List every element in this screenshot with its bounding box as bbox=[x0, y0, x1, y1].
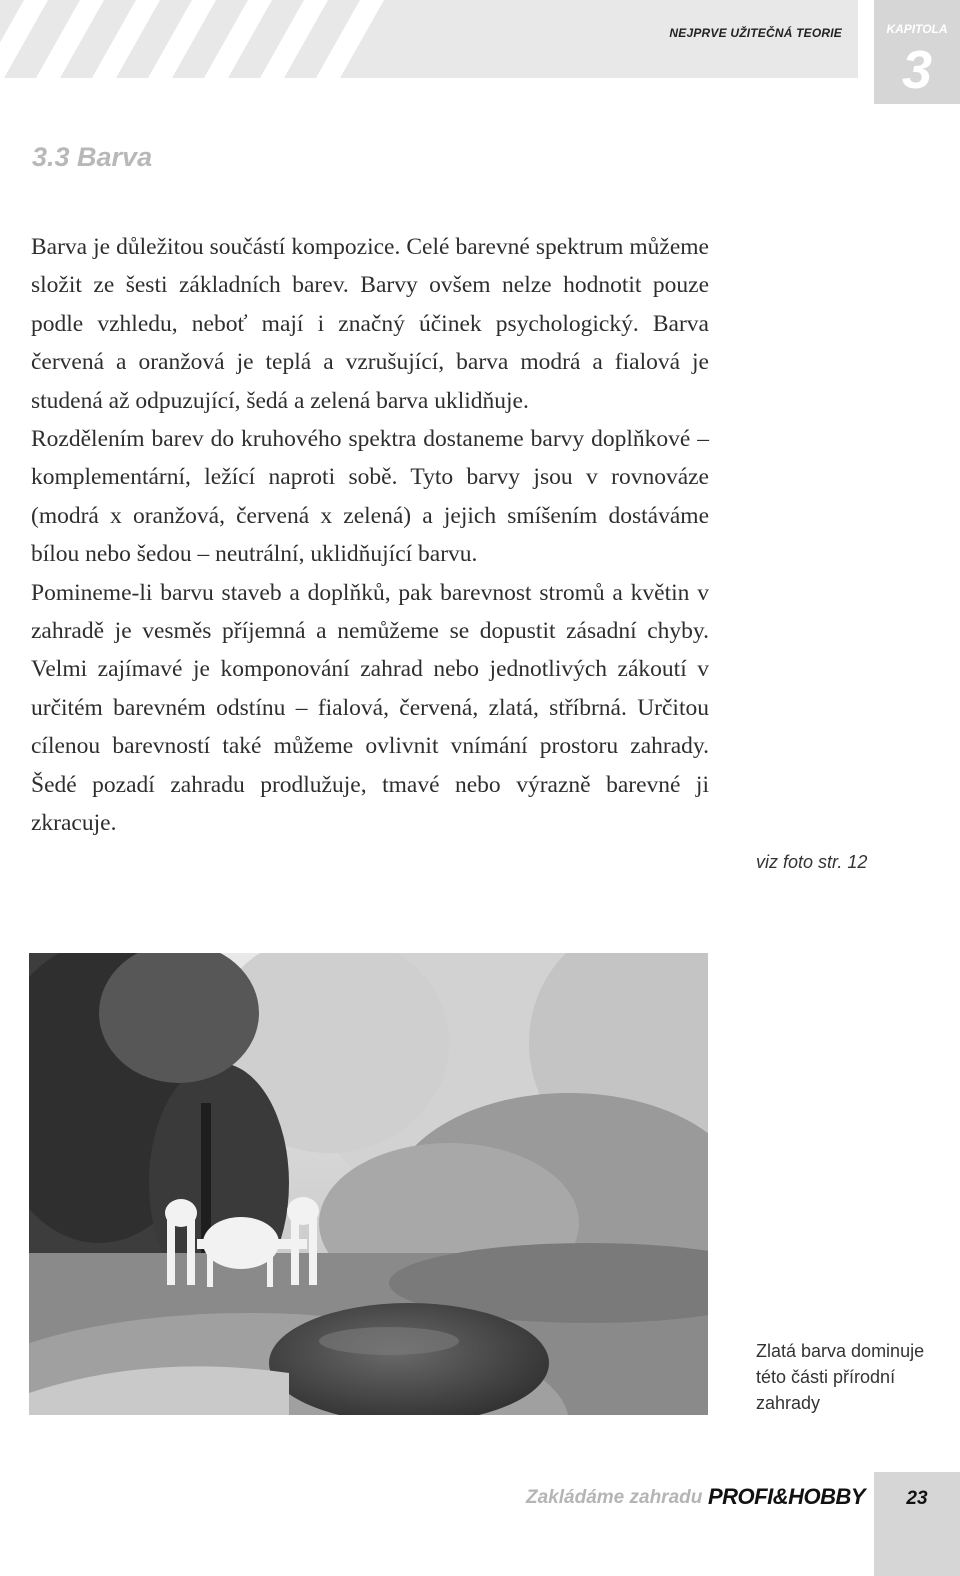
paragraph-1: Barva je důležitou součástí kompozice. Celé barevné spektrum můžeme složit ze šesti základních barev. Barvy ovšem nelze hodnotit pouze podle vzhledu, neboť mají i značný účinek psychologický. Barva červená a oranžová je teplá a vzrušující, barva modrá a fialová je studená až odpuzující, šedá a zelená barva uklidňuje. bbox=[31, 234, 709, 414]
paragraph-3: Pomineme-li barvu staveb a doplňků, pak barevnost stromů a květin v zahradě je vesměs příjemná a nemůžeme se dopustit zásadní chyby. Velmi zajímavé je komponování zahrad nebo jednotlivých zákoutí v určitém barevném odstínu – fialová, červená, zlatá, stříbrná. Určitou cílenou barevností také můžeme ovlivnit vnímání prostoru zahrady. Šedé pozadí zahradu prodlužuje, tmavé nebo výrazně barevné ji zkracuje. bbox=[31, 579, 709, 837]
footer-book-title: Zakládáme zahradu bbox=[526, 1487, 703, 1508]
decorative-stripes bbox=[0, 0, 420, 78]
photo-caption: Zlatá barva dominuje této části přírodní zahrady bbox=[756, 1341, 925, 1413]
paragraph-2: Rozdělením barev do kruhového spektra dostaneme barvy doplňkové – komplementární, ležící naproti sobě. Tyto barvy jsou v rovnováze (modrá x oranžová, červená x zelená) a jejich smíšením dostáváme bílou nebo šedou – neutrální, uklidňující barvu. bbox=[31, 426, 709, 568]
body-text bbox=[31, 228, 709, 843]
garden-photo bbox=[29, 953, 708, 1415]
footer-brand: PROFI&HOBBY bbox=[708, 1484, 866, 1509]
header-bar bbox=[0, 0, 858, 78]
garden-photo-illustration bbox=[29, 953, 708, 1415]
page-number-box bbox=[874, 1472, 960, 1576]
chapter-box bbox=[874, 0, 960, 104]
running-head: NEJPRVE UŽITEČNÁ TEORIE bbox=[669, 26, 842, 40]
margin-note: viz foto str. 12 bbox=[756, 852, 868, 872]
chapter-label: KAPITOLA bbox=[886, 22, 948, 36]
page-number: 23 bbox=[906, 1488, 928, 1509]
chapter-number: 3 bbox=[901, 40, 933, 100]
section-heading: 3.3 Barva bbox=[32, 142, 153, 172]
